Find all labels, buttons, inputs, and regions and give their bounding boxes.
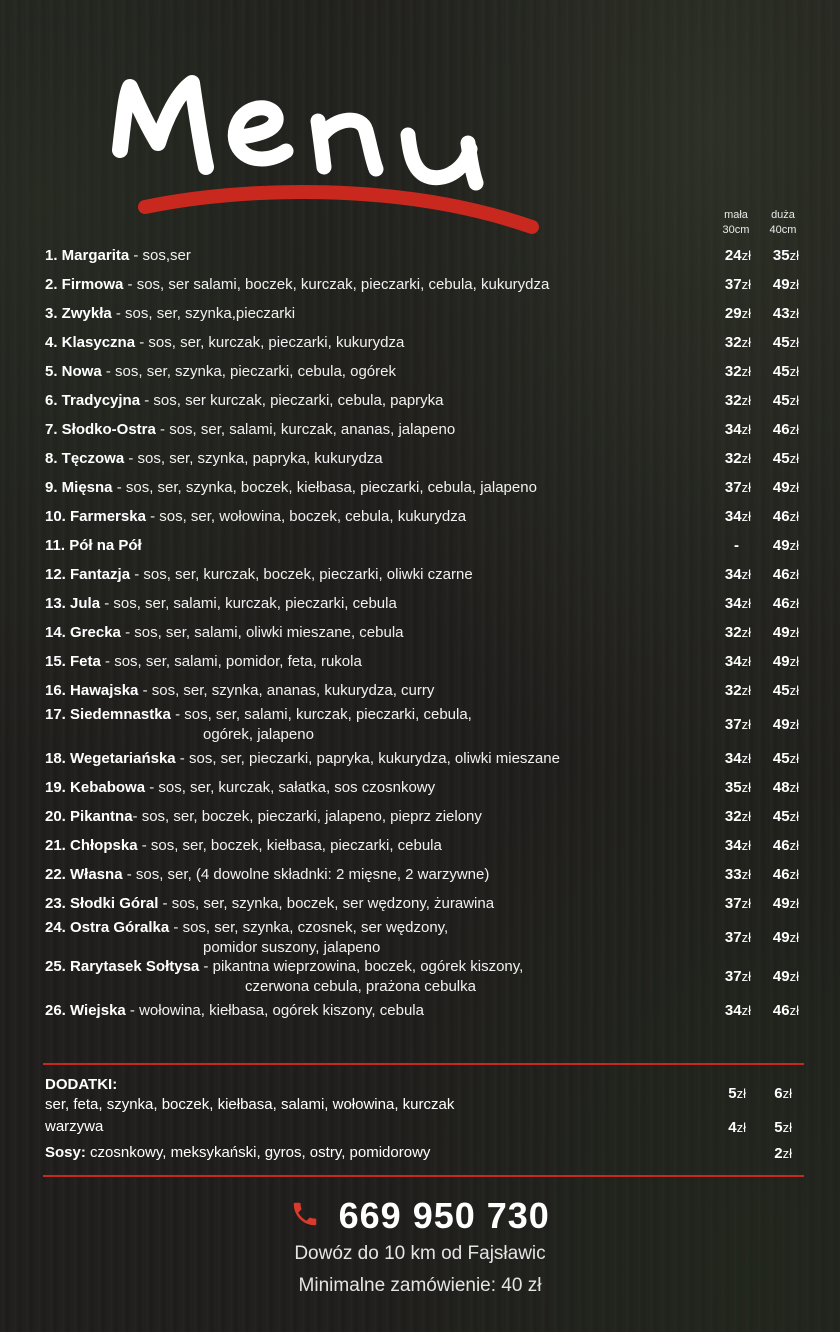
extras-sauces-line bbox=[45, 1143, 805, 1163]
price-small: 37zł bbox=[724, 968, 751, 985]
price-small: 37zł bbox=[724, 895, 751, 912]
extras-meat-price-small: 5zł bbox=[728, 1085, 746, 1102]
menu-item-name: 22. Własna bbox=[45, 866, 123, 883]
price-large: 49zł bbox=[772, 716, 799, 733]
menu-item-name: 7. Słodko-Ostra bbox=[45, 421, 156, 438]
menu-item bbox=[45, 386, 803, 415]
extras-veg-price-small: 4zł bbox=[728, 1119, 746, 1136]
menu-list bbox=[45, 241, 803, 1025]
menu-item-ingredients: - sos, ser, salami, oliwki mieszane, cebula bbox=[120, 624, 404, 641]
phone-number[interactable]: 669 950 730 bbox=[338, 1195, 550, 1236]
menu-item-name: 20. Pikantna bbox=[45, 808, 133, 825]
menu-item-text bbox=[45, 415, 803, 444]
price-large: 48zł bbox=[772, 779, 799, 796]
menu-item-name: 23. Słodki Góral bbox=[45, 895, 159, 912]
price-large: 45zł bbox=[772, 808, 799, 825]
price-small: 34zł bbox=[724, 595, 751, 612]
menu-item-name: 1. Margarita bbox=[45, 247, 130, 264]
menu-item-text bbox=[45, 357, 803, 386]
price-small: 32zł bbox=[724, 334, 751, 351]
menu-item-ingredients-continued: pomidor suszony, jalapeno bbox=[203, 938, 381, 956]
menu-item-ingredients-continued: ogórek, jalapeno bbox=[203, 725, 314, 743]
menu-item bbox=[45, 473, 803, 502]
menu-item bbox=[45, 270, 803, 299]
menu-item bbox=[45, 996, 803, 1025]
price-large: 46zł bbox=[772, 566, 799, 583]
menu-item-name: 10. Farmerska bbox=[45, 508, 146, 525]
menu-item-ingredients: - sos, ser, kurczak, pieczarki, kukurydza bbox=[135, 334, 405, 351]
menu-item-ingredients: - sos, ser, szynka, papryka, kukurydza bbox=[124, 450, 383, 467]
menu-item-name: 12. Fantazja bbox=[45, 566, 131, 583]
menu-item-text bbox=[45, 328, 803, 357]
price-small: 37zł bbox=[724, 716, 751, 733]
menu-item bbox=[45, 705, 803, 744]
price-small: 24zł bbox=[724, 247, 751, 264]
price-small: 34zł bbox=[724, 750, 751, 767]
price-large: 43zł bbox=[772, 305, 799, 322]
menu-item-text bbox=[45, 918, 803, 957]
menu-item bbox=[45, 918, 803, 957]
menu-item-name: 13. Jula bbox=[45, 595, 101, 612]
price-small: 32zł bbox=[724, 624, 751, 641]
price-large: 46zł bbox=[772, 1002, 799, 1019]
extras-section bbox=[45, 1075, 805, 1163]
price-small: 35zł bbox=[724, 779, 751, 796]
column-header-small-label: mała bbox=[724, 209, 748, 221]
menu-item-ingredients: - sos, ser, szynka, boczek, kiełbasa, pieczarki, cebula, jalapeno bbox=[112, 479, 537, 496]
menu-item-name: 21. Chłopska bbox=[45, 837, 138, 854]
price-large: 45zł bbox=[772, 392, 799, 409]
column-header-large-size: 40cm bbox=[769, 224, 797, 236]
menu-item-ingredients: - sos, ser, salami, kurczak, pieczarki, cebula, bbox=[170, 706, 472, 723]
price-large: 49zł bbox=[772, 653, 799, 670]
menu-item-ingredients: - sos, ser, boczek, kiełbasa, pieczarki, cebula bbox=[137, 837, 442, 854]
menu-item bbox=[45, 560, 803, 589]
menu-item-text bbox=[45, 647, 803, 676]
extras-veg-price-large: 5zł bbox=[774, 1119, 792, 1136]
price-large: 46zł bbox=[772, 508, 799, 525]
phone-icon bbox=[290, 1199, 320, 1234]
menu-item bbox=[45, 647, 803, 676]
price-small: 34zł bbox=[724, 508, 751, 525]
price-large: 45zł bbox=[772, 334, 799, 351]
menu-item-text bbox=[45, 386, 803, 415]
menu-item bbox=[45, 444, 803, 473]
price-small: 34zł bbox=[724, 837, 751, 854]
menu-item-ingredients: - sos, ser, szynka, boczek, ser wędzony, żurawina bbox=[158, 895, 495, 912]
extras-heading: DODATKI: bbox=[45, 1076, 118, 1093]
menu-item bbox=[45, 328, 803, 357]
menu-item bbox=[45, 357, 803, 386]
price-small: 32zł bbox=[724, 808, 751, 825]
menu-item-ingredients: - sos, ser kurczak, pieczarki, cebula, papryka bbox=[140, 392, 444, 409]
menu-item-ingredients: - sos, ser, salami, pomidor, feta, rukola bbox=[100, 653, 362, 670]
extras-meat-price-large: 6zł bbox=[774, 1085, 792, 1102]
menu-item bbox=[45, 531, 803, 560]
menu-item-text bbox=[45, 618, 803, 647]
menu-item-name: 16. Hawajska bbox=[45, 682, 139, 699]
menu-item-text bbox=[45, 270, 803, 299]
menu-item-name: 26. Wiejska bbox=[45, 1002, 126, 1019]
price-small: 34zł bbox=[724, 1002, 751, 1019]
extras-veg-line: warzywa bbox=[45, 1118, 104, 1135]
menu-title-lettering bbox=[100, 55, 560, 245]
menu-item-name: 9. Mięsna bbox=[45, 479, 113, 496]
price-large: 46zł bbox=[772, 421, 799, 438]
menu-item-ingredients: - wołowina, kiełbasa, ogórek kiszony, cebula bbox=[125, 1002, 424, 1019]
column-header-large bbox=[762, 208, 804, 238]
menu-item-name: 24. Ostra Góralka bbox=[45, 919, 170, 936]
menu-item bbox=[45, 860, 803, 889]
price-large: 45zł bbox=[772, 682, 799, 699]
menu-item bbox=[45, 618, 803, 647]
delivery-info: Dowóz do 10 km od Fajsławic bbox=[294, 1243, 546, 1264]
menu-item-text bbox=[45, 473, 803, 502]
menu-item bbox=[45, 502, 803, 531]
menu-item-ingredients: - sos,ser bbox=[129, 247, 191, 264]
menu-item-text bbox=[45, 560, 803, 589]
menu-item bbox=[45, 744, 803, 773]
divider-bottom bbox=[43, 1175, 804, 1177]
price-large: 49zł bbox=[772, 479, 799, 496]
divider-top bbox=[43, 1063, 804, 1065]
menu-item bbox=[45, 889, 803, 918]
menu-title bbox=[100, 55, 560, 245]
menu-item-name: 25. Rarytasek Sołtysa bbox=[45, 958, 200, 975]
menu-item-text bbox=[45, 860, 803, 889]
sauces-label: Sosy: bbox=[45, 1144, 86, 1161]
menu-item bbox=[45, 299, 803, 328]
menu-item-text bbox=[45, 957, 803, 996]
menu-item-text bbox=[45, 444, 803, 473]
menu-item-text bbox=[45, 589, 803, 618]
menu-item-ingredients: - sos, ser, szynka, pieczarki, cebula, ogórek bbox=[101, 363, 396, 380]
menu-item bbox=[45, 773, 803, 802]
price-large: 49zł bbox=[772, 929, 799, 946]
sauces-list: czosnkowy, meksykański, gyros, ostry, pomidorowy bbox=[85, 1144, 431, 1161]
menu-item-text bbox=[45, 241, 803, 270]
menu-item bbox=[45, 415, 803, 444]
menu-item bbox=[45, 831, 803, 860]
menu-item-ingredients: - sos, ser, salami, kurczak, pieczarki, cebula bbox=[100, 595, 397, 612]
menu-item bbox=[45, 589, 803, 618]
price-small: 32zł bbox=[724, 682, 751, 699]
menu-item bbox=[45, 241, 803, 270]
price-large: 49zł bbox=[772, 624, 799, 641]
menu-item bbox=[45, 802, 803, 831]
price-small: 32zł bbox=[724, 392, 751, 409]
menu-item-text bbox=[45, 996, 803, 1025]
price-small: 33zł bbox=[724, 866, 751, 883]
price-large: 46zł bbox=[772, 837, 799, 854]
menu-item-name: 6. Tradycyjna bbox=[45, 392, 141, 409]
price-small: - bbox=[734, 537, 739, 554]
price-large: 45zł bbox=[772, 450, 799, 467]
price-small: 37zł bbox=[724, 479, 751, 496]
price-small: 32zł bbox=[724, 363, 751, 380]
price-large: 49zł bbox=[772, 895, 799, 912]
price-large: 46zł bbox=[772, 595, 799, 612]
menu-item-ingredients: - sos, ser, salami, kurczak, ananas, jalapeno bbox=[155, 421, 456, 438]
price-small: 34zł bbox=[724, 566, 751, 583]
menu-item-text bbox=[45, 831, 803, 860]
menu-item-text bbox=[45, 744, 803, 773]
column-header-small-size: 30cm bbox=[722, 224, 750, 236]
column-header-large-label: duża bbox=[771, 209, 795, 221]
menu-item-name: 17. Siedemnastka bbox=[45, 706, 171, 723]
extras-meat-line: ser, feta, szynka, boczek, kiełbasa, salami, wołowina, kurczak bbox=[45, 1096, 455, 1113]
menu-item-name: 14. Grecka bbox=[45, 624, 121, 641]
menu-item-text bbox=[45, 773, 803, 802]
menu-item-name: 18. Wegetariańska bbox=[45, 750, 176, 767]
menu-item-name: 4. Klasyczna bbox=[45, 334, 136, 351]
menu-item-name: 8. Tęczowa bbox=[45, 450, 125, 467]
price-large: 49zł bbox=[772, 276, 799, 293]
menu-item-ingredients: - sos, ser, szynka, czosnek, ser wędzony, bbox=[169, 919, 449, 936]
price-large: 49zł bbox=[772, 968, 799, 985]
menu-item-ingredients: - sos, ser, szynka,pieczarki bbox=[111, 305, 296, 322]
menu-item-ingredients: - pikantna wieprzowina, boczek, ogórek kiszony, bbox=[199, 958, 524, 975]
menu-item-text bbox=[45, 502, 803, 531]
price-small: 34zł bbox=[724, 421, 751, 438]
menu-item-name: 5. Nowa bbox=[45, 363, 102, 380]
column-header-small bbox=[716, 208, 756, 238]
menu-item bbox=[45, 957, 803, 996]
menu-item-ingredients: - sos, ser, wołowina, boczek, cebula, kukurydza bbox=[145, 508, 467, 525]
menu-item-name: 3. Zwykła bbox=[45, 305, 112, 322]
menu-item-ingredients-continued: czerwona cebula, prażona cebulka bbox=[245, 977, 476, 995]
price-large: 45zł bbox=[772, 750, 799, 767]
menu-item-text bbox=[45, 802, 803, 831]
menu-item-text bbox=[45, 705, 803, 744]
minimum-order-info: Minimalne zamówienie: 40 zł bbox=[298, 1275, 542, 1296]
menu-item bbox=[45, 676, 803, 705]
menu-item-ingredients: - sos, ser, kurczak, boczek, pieczarki, oliwki czarne bbox=[130, 566, 473, 583]
menu-item-ingredients: - sos, ser, pieczarki, papryka, kukurydza, oliwki mieszane bbox=[175, 750, 560, 767]
price-small: 29zł bbox=[724, 305, 751, 322]
menu-item-name: 2. Firmowa bbox=[45, 276, 124, 293]
price-small: 34zł bbox=[724, 653, 751, 670]
price-small: 32zł bbox=[724, 450, 751, 467]
price-large: 46zł bbox=[772, 866, 799, 883]
menu-item-ingredients: - sos, ser, boczek, pieczarki, jalapeno, pieprz zielony bbox=[132, 808, 482, 825]
price-small: 37zł bbox=[724, 929, 751, 946]
phone-row bbox=[0, 1195, 840, 1237]
price-large: 49zł bbox=[772, 537, 799, 554]
menu-item-text bbox=[45, 676, 803, 705]
menu-item-ingredients: - sos, ser salami, boczek, kurczak, pieczarki, cebula, kukurydza bbox=[123, 276, 550, 293]
menu-item-ingredients: - sos, ser, kurczak, sałatka, sos czosnkowy bbox=[145, 779, 436, 796]
menu-item-ingredients: - sos, ser, (4 dowolne składnki: 2 mięsne, 2 warzywne) bbox=[122, 866, 490, 883]
menu-item-text bbox=[45, 889, 803, 918]
menu-item-text bbox=[45, 299, 803, 328]
menu-item-name: 15. Feta bbox=[45, 653, 101, 670]
price-large: 45zł bbox=[772, 363, 799, 380]
sauce-price: 2zł bbox=[774, 1145, 792, 1162]
price-large: 35zł bbox=[772, 247, 799, 264]
menu-item-ingredients: - sos, ser, szynka, ananas, kukurydza, curry bbox=[138, 682, 435, 699]
menu-item-name: 19. Kebabowa bbox=[45, 779, 146, 796]
price-small: 37zł bbox=[724, 276, 751, 293]
menu-item-name: 11. Pół na Pół bbox=[45, 537, 142, 554]
